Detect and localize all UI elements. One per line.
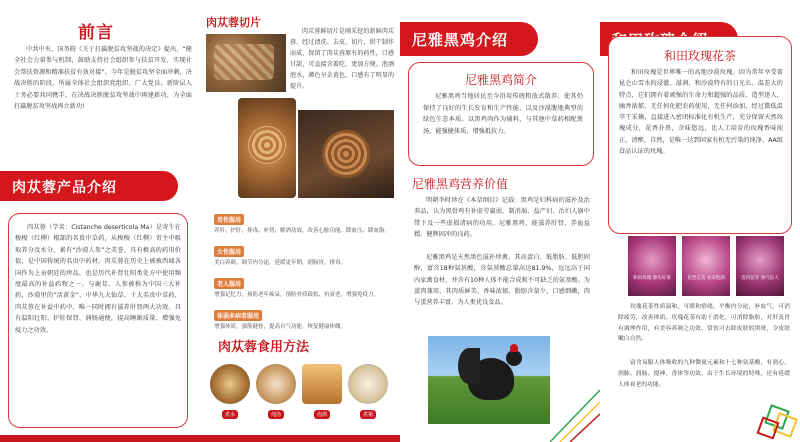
tag-label: 老人服用 xyxy=(214,278,244,289)
method-label: 炖汤 xyxy=(268,410,284,419)
rose-photos xyxy=(628,236,784,296)
chicken-value-text-1: 明朝李时珍在《本草纲目》记载：黑鸡是妇科病的滋补及治养品，认为黑骨鸡有补虚劳羸弱、制消渴、益产妇、治妇人崩中带下及一些虚损诸病的功用。尼雅黑鸡，能滋养肝肾、养血益精、健脾固冲的良药。 xyxy=(414,197,590,238)
deco-lines xyxy=(550,380,600,442)
tag-text: 养肝、护肝、排毒、补肾、解酒功效，改善心脏功能、降血压、降血脂。 xyxy=(214,228,391,234)
corner-deco xyxy=(0,420,200,442)
product-text: 肉苁蓉（学名：Cistanche deserticola Ma）是寄生在梭梭（红柳）根部的名贵中草药，从梭梭（红柳）寄主中吸取养分及水分。素有“沙漠人参”之美誉，具有极高的药用价值，是中国传统的名贵中药材。肉苁蓉在历史上被被西域各国作为上贡朝廷的珍品，也是历代补肾壮阳类处方中使用频度最高的补益药物之一。与鹿茸、人参被称为中国三大补药，沙漠里的“活黄金”，中华九大仙草、十大名贵中草药，肉苁蓉在补益中药中，唯一同时拥有滋养肝肾两大功效。具有温阳壮阳、护肝保肾、润肠通便，提高睡眠质量、增强免疫力之功效。 xyxy=(15,224,181,334)
tag-text: 增强体质，强筋健骨，提高自气功能，恢复健康体魄。 xyxy=(214,324,347,330)
slice-photo-3 xyxy=(298,110,394,198)
chicken-value-title: 尼雅黑鸡营养价值 xyxy=(412,177,509,191)
method-title: 肉苁蓉食用方法 xyxy=(218,340,310,355)
chicken-intro-title: 尼雅黑鸡简介 xyxy=(464,73,537,87)
corner-squares-deco xyxy=(750,398,800,442)
product-textbox xyxy=(8,213,188,428)
rose-tea-title: 和田玫瑰花茶 xyxy=(663,49,736,63)
chicken-intro-box xyxy=(408,62,594,166)
rose-photo xyxy=(682,236,730,296)
method-photo-wine xyxy=(302,364,342,404)
tag-item xyxy=(214,239,390,268)
slice-photo-1 xyxy=(206,34,286,92)
panel-cistanche xyxy=(200,0,400,442)
method-label: 泡酒 xyxy=(314,410,330,419)
tag-list xyxy=(214,207,390,335)
rose-photo xyxy=(628,236,676,296)
method-photo-boil xyxy=(210,364,250,404)
rose-photo xyxy=(736,236,784,296)
tag-item xyxy=(214,303,390,332)
slice-title: 肉苁蓉切片 xyxy=(206,16,261,29)
tag-label: 体弱多病者服用 xyxy=(214,310,262,321)
rose-tea-box xyxy=(608,36,792,234)
chicken-intro-text: 尼雅黑鸡当地居民至今沿用传统粗放式散养，使其仍保持了良好的生长发育和生产性能，以及沙漠腹地典型的绿色生态本质。以黑鸡肉作为辅料，与其他中草药相配煲汤，能强健体质，增强抵抗力。 xyxy=(423,93,583,135)
panel-preface xyxy=(0,0,200,442)
preface-text: 中共中央、国务院《关于打赢脱贫攻坚战的决定》提出，“健全社会力量参与机制，鼓励支持社会组织参与扶贫开发，实现社会帮扶资源和精准扶贫有效对接”。今年是脱贫攻坚全面冲刺、决战决胜的阶段，所属全体社会组织党组织、广大党员、新阶层人士务必要共同携手，在决战决胜脱贫攻坚战中再建新功，为全面打赢脱贫攻坚战再立新功! xyxy=(14,46,192,111)
method-label: 煮水 xyxy=(222,410,238,419)
chicken-banner-title: 尼雅黑鸡介绍 xyxy=(412,31,509,49)
rose-caption: 选用花芽 香气沁人 xyxy=(741,276,779,281)
chicken-photo xyxy=(428,336,550,424)
method-photo-porridge xyxy=(348,364,388,404)
product-title: 肉苁蓉产品介绍 xyxy=(12,180,117,196)
tag-label: 男性服用 xyxy=(214,214,244,225)
rose-tea-text: 和田玫瑰是世界唯一的高地沙漠玫瑰。因为常年享受着昆仑山雪水的浸灌、滋润，和沙漠特有的日光长、温差大的特点，它们拥有着顽强的生命力和超强的品质，造型迷人，幽香浓郁，无任何化肥农药使用，无任何添加，经过微低温萃干采摘，直接进入密闭标准化有机生产，充分保留天然玫瑰成分，花香扑鼻，余味悠远，比人工培育的玫瑰香味纯正，清醉，自然，是唯一达到国家有机无污染的纯净、AA级食品认证的玫瑰。 xyxy=(619,69,783,156)
tag-item xyxy=(214,271,390,300)
method-label: 煮粥 xyxy=(360,410,376,419)
bottom-bar xyxy=(200,435,400,442)
method-photo-stew xyxy=(256,364,296,404)
preface-title: 前言 xyxy=(78,23,114,43)
tag-text: 美白养颜，调节内分泌，延缓更年期，润肠胃，排毒。 xyxy=(214,260,347,266)
chicken-banner xyxy=(400,22,538,56)
rose-caption: 和田玫瑰 源头好茶 xyxy=(633,276,671,281)
rose-caption: 花型完美 朵朵饱满 xyxy=(687,276,725,281)
panel-black-chicken xyxy=(400,0,600,442)
rose-effect-text-2: 富含易服人体吸收的九种微量元素和十七种氨基酸，有润心、润肺、润肠、提神、香体等功效，由于生长环境的特殊，还有延缓人体衰老的功能。 xyxy=(618,360,790,388)
panel-hetian-rose xyxy=(600,0,800,442)
product-title-banner xyxy=(0,171,178,201)
rose-effect-text-1: 玫瑰花茶性质温和，可缓和情绪，平衡内分泌，补血气，可消除疲劳，改善体质。玫瑰花茶有助于消化，可消除脂肪，对肝及胃有调理作用，有美容养颜之功效，常饮可去除皮肤的黑斑，令皮肤嫩白自然。 xyxy=(618,304,790,343)
slice-photo-2 xyxy=(238,98,296,198)
slice-text: 肉苁蓉鲜切片是刚采挖的新鲜肉苁蓉，经过清洗、去皮、切片，烘干制作而成，保留了肉苁蓉原有的药性，口感甘甜，可直接含着吃，更加方便。泡酒泡水，颜色呈金黄色，口感有了明显的提升。 xyxy=(290,28,394,90)
chicken-value-text-2: 尼雅黑鸡是天然黑色滋补珍禽，其高蛋白、低脂肪、低胆固醇，富含18种氨基酸，含氨基酸总量高达81.9%，远远高于国内家禽食材，并含有10种人体不能合成和不可缺乏的氨基酸。为蛋肉兼用，其肉质鲜美、香味浓郁、脂肪含量少，口感细嫩，肉与蛋营养丰富，为人类优良食品。 xyxy=(414,254,590,307)
tag-text: 增强记忆力，预防老年痴呆，预防骨质疏松、抗衰老，增强免疫力。 xyxy=(214,292,380,298)
tag-label: 女性服用 xyxy=(214,246,244,257)
tag-item xyxy=(214,207,390,236)
